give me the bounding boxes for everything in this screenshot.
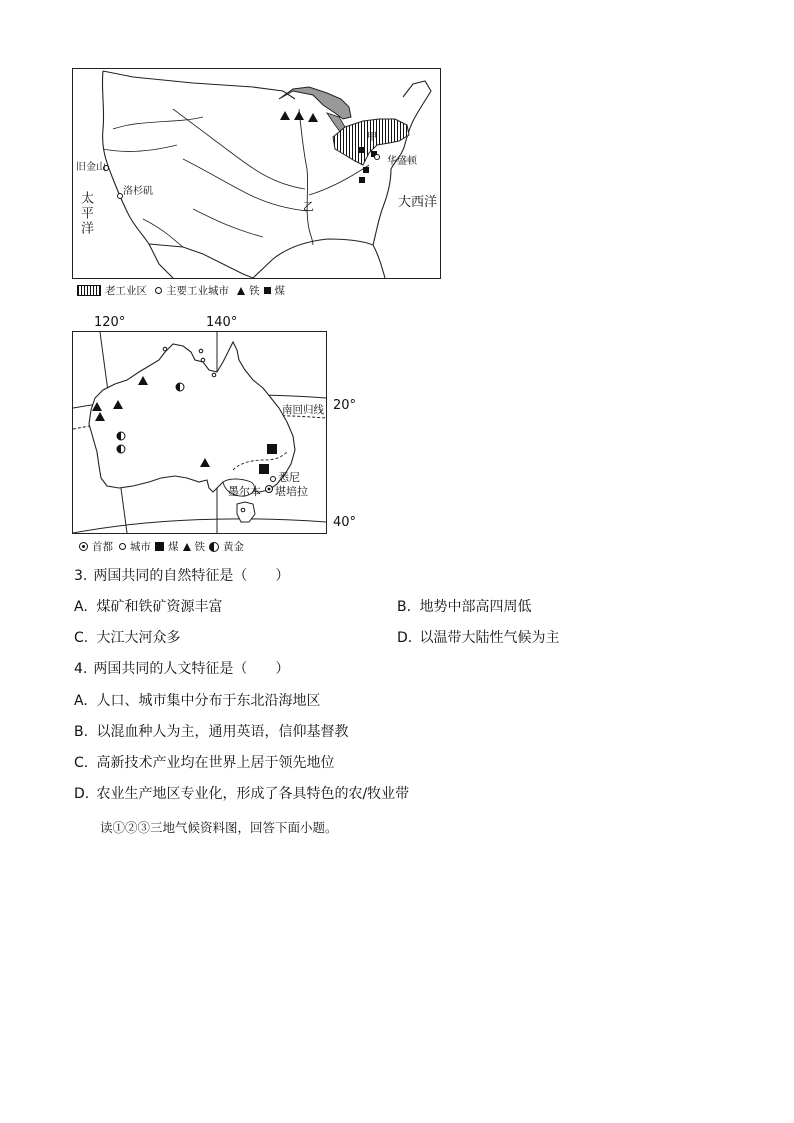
label-canberra: 堪培拉 — [275, 485, 308, 498]
coal-square-icon — [155, 542, 164, 551]
label-lon120: 120° — [94, 315, 126, 330]
capital-icon — [79, 542, 88, 551]
label-atlantic: 大西洋 — [398, 195, 438, 210]
label-washington: 华盛顿 — [387, 156, 417, 167]
q4-option-c[interactable]: C. 高新技术产业均在世界上居于领先地位 — [74, 755, 335, 771]
q4-option-b[interactable]: B. 以混血种人为主，通用英语，信仰基督教 — [74, 724, 349, 740]
label-lat20: 20° — [333, 398, 357, 413]
label-la: 洛杉矶 — [123, 186, 153, 197]
q4-option-d[interactable]: D. 农业生产地区专业化，形成了各具特色的农/牧业带 — [74, 786, 410, 802]
q4-option-a[interactable]: A. 人口、城市集中分布于东北沿海地区 — [74, 693, 321, 709]
usa-map-drawing — [73, 69, 440, 278]
label-pacific: 太平洋 — [78, 191, 93, 236]
q3-option-c[interactable]: C. 大江大河众多 — [74, 630, 181, 646]
legend-iron: 铁 — [249, 285, 260, 297]
label-old-sf: 旧金山 — [76, 162, 106, 173]
australia-map-drawing — [73, 332, 326, 533]
label-tropic: 南回归线 — [282, 404, 324, 416]
iron-triangle-icon — [183, 543, 191, 551]
next-section-intro: 读①②③三地气候资料图，回答下面小题。 — [100, 820, 338, 835]
city-dot-icon — [119, 543, 126, 550]
usa-map — [72, 68, 441, 279]
label-melbourne: 墨尔本 — [228, 485, 261, 498]
q3-option-b[interactable]: B. 地势中部高四周低 — [397, 599, 532, 615]
q3-option-d[interactable]: D. 以温带大陆性气候为主 — [397, 630, 560, 646]
iron-triangle-icon — [237, 287, 245, 295]
legend-capital: 首都 — [92, 541, 113, 553]
label-lat40: 40° — [333, 515, 357, 530]
legend-gold: 黄金 — [223, 541, 244, 553]
coal-square-icon — [264, 287, 271, 294]
usa-map-legend — [77, 283, 285, 298]
q3-option-a[interactable]: A. 煤矿和铁矿资源丰富 — [74, 599, 223, 615]
label-sydney: 悉尼 — [278, 471, 300, 484]
label-jia: 甲 — [367, 132, 377, 143]
legend-coal2: 煤 — [168, 541, 179, 553]
australia-map — [72, 331, 327, 534]
label-lon140: 140° — [206, 315, 238, 330]
legend-iron2: 铁 — [194, 541, 205, 553]
question-3-stem: 3. 两国共同的自然特征是（ ） — [74, 568, 290, 584]
australia-map-legend — [79, 539, 244, 554]
question-4-stem: 4. 两国共同的人文特征是（ ） — [74, 661, 290, 677]
legend-city: 城市 — [130, 541, 151, 553]
legend-coal: 煤 — [274, 285, 285, 297]
old-industrial-swatch-icon — [77, 285, 101, 296]
legend-major-city: 主要工业城市 — [166, 285, 229, 297]
label-yi: 乙 — [303, 200, 314, 213]
gold-icon — [209, 542, 219, 552]
legend-old-industrial: 老工业区 — [105, 285, 147, 297]
city-dot-icon — [155, 287, 162, 294]
